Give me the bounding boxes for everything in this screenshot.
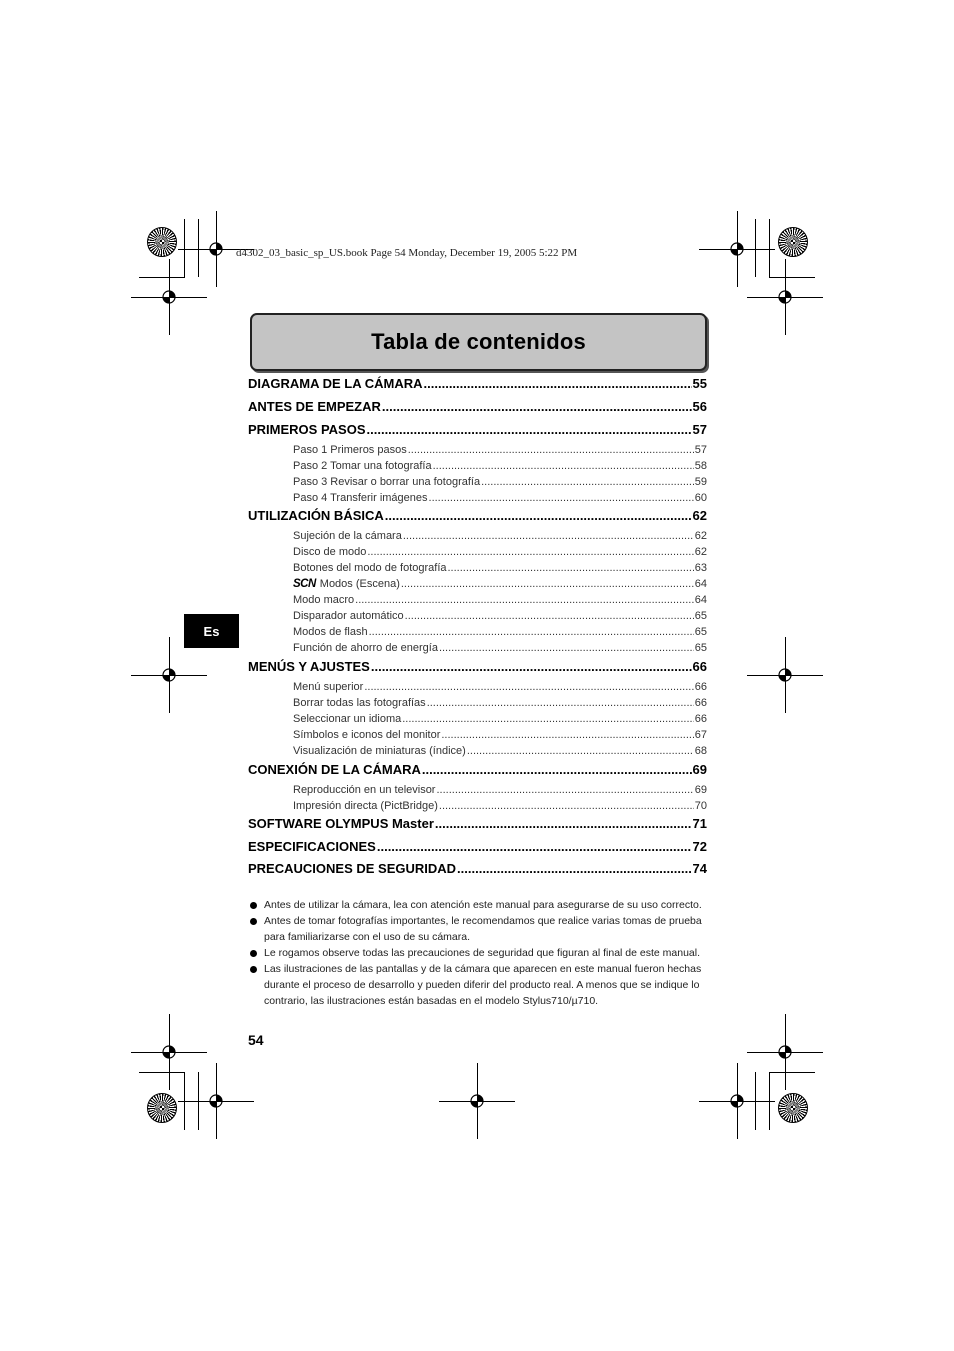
toc-subitem-label: Sujeción de la cámara — [293, 530, 402, 542]
note-text: Las ilustraciones de las pantallas y de la cámara que aparecen en este manual fueron hechas durante el proceso de desarrollo y pueden diferir del producto real. A menos que se indique lo contrario, las ilustraciones están basadas en el modelo Stylus710/µ710. — [264, 963, 702, 1007]
toc-section-label: PRIMEROS PASOS — [248, 422, 366, 437]
toc-subitem-label: Paso 1 Primeros pasos — [293, 444, 407, 456]
toc-subitem-page: 66 — [694, 697, 707, 709]
toc-subitem-label: Función de ahorro de energía — [293, 642, 438, 654]
page-title: Tabla de contenidos — [371, 329, 586, 354]
crop-line — [139, 1072, 185, 1073]
toc-subitem-page: 66 — [694, 713, 707, 725]
toc-subitem-page: 65 — [694, 610, 707, 622]
dot-leader — [401, 578, 694, 590]
crop-line — [184, 1072, 185, 1130]
toc-subitem-page: 68 — [694, 745, 707, 757]
dot-leader — [355, 594, 694, 606]
toc-subitem-page: 59 — [694, 476, 707, 488]
toc-section-page: 71 — [692, 816, 707, 831]
dot-leader — [433, 460, 694, 472]
toc-subitem-page: 57 — [694, 444, 707, 456]
toc-section[interactable] — [248, 376, 707, 391]
dot-leader — [467, 745, 694, 757]
crop-line — [216, 211, 217, 287]
crop-line — [785, 259, 786, 335]
dot-leader — [367, 546, 693, 558]
dot-leader — [377, 839, 692, 854]
toc-section-page: 72 — [692, 839, 707, 854]
toc-subitem[interactable] — [293, 642, 707, 654]
toc-subitem-page: 69 — [694, 784, 707, 796]
note-item — [249, 897, 711, 913]
notes-list — [249, 897, 711, 1009]
toc-subitem[interactable] — [293, 745, 707, 757]
bullet-icon — [250, 966, 257, 973]
toc-subitem-label: Botones del modo de fotografía — [293, 562, 447, 574]
toc-subitem-page: 65 — [694, 642, 707, 654]
toc-section[interactable] — [248, 762, 707, 777]
crop-line — [769, 277, 815, 278]
dot-leader — [439, 800, 694, 812]
toc-section[interactable] — [248, 861, 707, 876]
toc-section-label: PRECAUCIONES DE SEGURIDAD — [248, 861, 457, 876]
toc-subitem-page: 62 — [694, 546, 707, 558]
toc-subitem-page: 63 — [694, 562, 707, 574]
title-banner — [250, 313, 707, 371]
crop-line — [769, 219, 770, 277]
toc-subitem-label: Menú superior — [293, 681, 364, 693]
toc-subitem-page: 58 — [694, 460, 707, 472]
crop-line — [139, 277, 185, 278]
dot-leader — [371, 659, 692, 674]
crop-line — [785, 637, 786, 713]
toc-subitem-page: 64 — [694, 594, 707, 606]
crop-line — [785, 1014, 786, 1090]
toc-subitem-label: Impresión directa (PictBridge) — [293, 800, 438, 812]
toc-subitem[interactable] — [293, 444, 707, 456]
toc-subitem-label: Reproducción en un televisor — [293, 784, 436, 796]
dot-leader — [424, 376, 692, 391]
note-text: Antes de tomar fotografías importantes, le recomendamos que realice varias tomas de prueba para familiarizarse con el uso de su cámara. — [264, 915, 702, 943]
crop-line — [769, 1072, 815, 1073]
crop-line — [169, 637, 170, 713]
toc-subitem-page: 65 — [694, 626, 707, 638]
toc-section[interactable] — [248, 422, 707, 437]
crop-line — [737, 1063, 738, 1139]
toc-subitem-page: 67 — [694, 729, 707, 741]
star-target-icon — [778, 1093, 808, 1123]
dot-leader — [427, 697, 694, 709]
toc-section-label: ESPECIFICACIONES — [248, 839, 376, 854]
toc-section-label: CONEXIÓN DE LA CÁMARA — [248, 762, 421, 777]
toc-subitem[interactable] — [293, 729, 707, 741]
toc-section-label: SOFTWARE OLYMPUS Master — [248, 816, 434, 831]
dot-leader — [364, 681, 693, 693]
toc-section-page: 62 — [692, 508, 707, 523]
dot-leader — [382, 399, 692, 414]
note-text: Antes de utilizar la cámara, lea con atención este manual para asegurarse de su uso correcto. — [264, 899, 702, 911]
crop-line — [216, 1063, 217, 1139]
toc-subitem[interactable] — [293, 800, 707, 812]
toc-subitem[interactable] — [293, 562, 707, 574]
toc-subitem-page: 62 — [694, 530, 707, 542]
dot-leader — [439, 642, 694, 654]
note-item — [249, 961, 711, 1009]
toc-section[interactable] — [248, 508, 707, 523]
page-number: 54 — [248, 1032, 264, 1048]
dot-leader — [448, 562, 694, 574]
toc-subitem-label: Paso 2 Tomar una fotografía — [293, 460, 432, 472]
toc-subitem[interactable] — [293, 681, 707, 693]
toc-section[interactable] — [248, 839, 707, 854]
dot-leader — [369, 626, 694, 638]
toc-subitem[interactable] — [293, 476, 707, 488]
dot-leader — [457, 861, 692, 876]
scn-mode-icon: SCN — [293, 578, 316, 590]
toc-section-page: 69 — [692, 762, 707, 777]
dot-leader — [367, 422, 692, 437]
bullet-icon — [250, 918, 257, 925]
crop-line — [184, 219, 185, 277]
crop-line — [755, 219, 756, 277]
toc-subitem-label: Modos de flash — [293, 626, 368, 638]
toc-subitem[interactable] — [293, 610, 707, 622]
note-item — [249, 913, 711, 945]
crop-line — [477, 1063, 478, 1139]
dot-leader — [429, 492, 694, 504]
toc-subitem-label: Seleccionar un idioma — [293, 713, 402, 725]
toc-subitem-label: Disco de modo — [293, 546, 367, 558]
file-info-header: d4302_03_basic_sp_US.book Page 54 Monday, December 19, 2005 5:22 PM — [236, 247, 578, 259]
toc-section[interactable] — [248, 399, 707, 414]
note-text: Le rogamos observe todas las precauciones de seguridad que figuran al final de este manual. — [264, 947, 701, 959]
toc-subitem-page: 60 — [694, 492, 707, 504]
dot-leader — [481, 476, 694, 488]
dot-leader — [385, 508, 692, 523]
dot-leader — [405, 610, 694, 622]
toc-section-page: 74 — [692, 861, 707, 876]
toc-subitem-label: Símbolos e iconos del monitor — [293, 729, 441, 741]
dot-leader — [422, 762, 692, 777]
crop-line — [755, 1072, 756, 1130]
toc-subitem[interactable] — [293, 626, 707, 638]
toc-subitem-label: Visualización de miniaturas (índice) — [293, 745, 466, 757]
toc-section-label: UTILIZACIÓN BÁSICA — [248, 508, 384, 523]
toc-section[interactable] — [248, 659, 707, 674]
toc-subitem-label: Modos (Escena) — [319, 578, 400, 590]
crop-line — [198, 219, 199, 277]
toc-section-page: 66 — [692, 659, 707, 674]
toc-subitem[interactable] — [293, 460, 707, 472]
star-target-icon — [147, 227, 177, 257]
dot-leader — [436, 784, 693, 796]
crop-line — [169, 259, 170, 335]
toc-subitem[interactable] — [293, 578, 707, 590]
star-target-icon — [778, 227, 808, 257]
crop-line — [169, 1014, 170, 1090]
toc-subitem[interactable] — [293, 784, 707, 796]
toc-subitem[interactable] — [293, 697, 707, 709]
toc-subitem-page: 66 — [694, 681, 707, 693]
toc-section[interactable] — [248, 816, 707, 831]
star-target-icon — [147, 1093, 177, 1123]
toc-subitem-label: Disparador automático — [293, 610, 404, 622]
toc-section-label: DIAGRAMA DE LA CÁMARA — [248, 376, 423, 391]
toc-subitem[interactable] — [293, 713, 707, 725]
toc-subitem[interactable] — [293, 594, 707, 606]
dot-leader — [408, 444, 694, 456]
toc-subitem-page: 70 — [694, 800, 707, 812]
dot-leader — [441, 729, 693, 741]
note-item — [249, 945, 711, 961]
bullet-icon — [250, 902, 257, 909]
toc-section-page: 55 — [692, 376, 707, 391]
toc-subitem-label: Modo macro — [293, 594, 355, 606]
dot-leader — [402, 713, 694, 725]
crop-line — [198, 1072, 199, 1130]
toc-section-label: ANTES DE EMPEZAR — [248, 399, 381, 414]
language-tab: Es — [184, 614, 239, 648]
toc-subitem[interactable] — [293, 492, 707, 504]
toc-section-label: MENÚS Y AJUSTES — [248, 659, 370, 674]
crop-line — [737, 211, 738, 287]
toc-section-page: 57 — [692, 422, 707, 437]
toc-subitem-page: 64 — [694, 578, 707, 590]
toc-section-page: 56 — [692, 399, 707, 414]
toc-subitem-label: Borrar todas las fotografías — [293, 697, 426, 709]
bullet-icon — [250, 950, 257, 957]
crop-line — [769, 1072, 770, 1130]
dot-leader — [435, 816, 692, 831]
toc-subitem-label: Paso 4 Transferir imágenes — [293, 492, 428, 504]
toc-subitem[interactable] — [293, 530, 707, 542]
dot-leader — [403, 530, 694, 542]
toc-subitem[interactable] — [293, 546, 707, 558]
toc-subitem-label: Paso 3 Revisar o borrar una fotografía — [293, 476, 481, 488]
